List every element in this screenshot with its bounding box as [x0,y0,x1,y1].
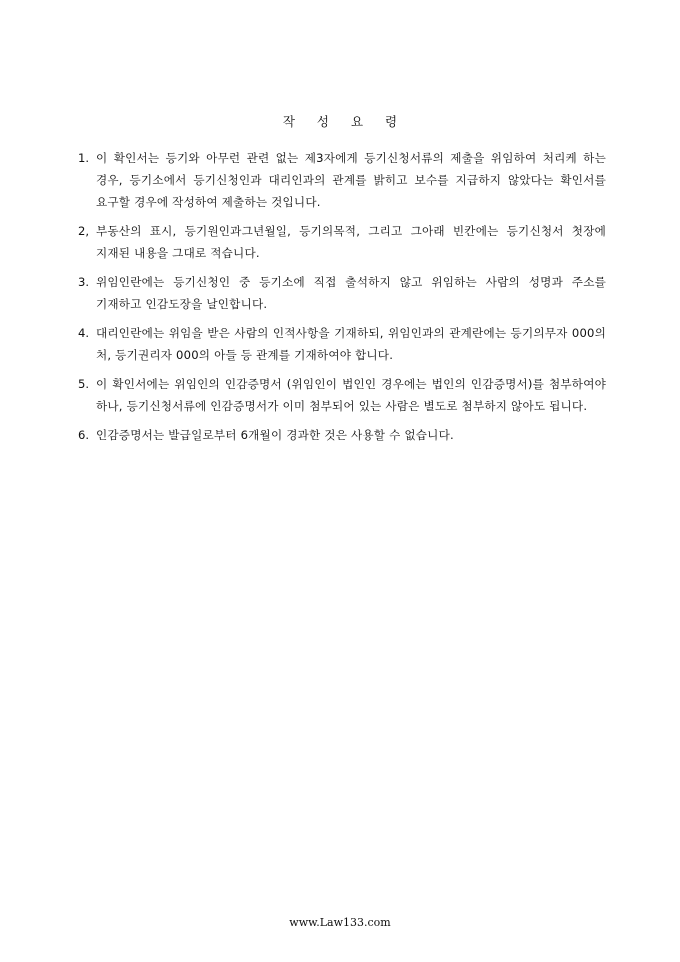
item-text: 이 확인서는 등기와 아무런 관련 없는 제3자에게 등기신청서류의 제출을 위임하여 처리케 하는 경우, 등기소에서 등기신청인과 대리인과의 관계를 밝히고 보수를 지급하지 않았다는 확인서를 요구할 경우에 작성하여 제출하는 것입니다. [96,151,606,209]
instruction-list [78,147,606,453]
item-text: 대리인란에는 위임을 받은 사람의 인적사항을 기재하되, 위임인과의 관계란에는 등기의무자 000의 처, 등기권리자 000의 아들 등 관계를 기재하여야 합니다. [96,326,606,362]
item-number: 2, [78,224,90,238]
item-text: 위임인란에는 등기신청인 중 등기소에 직접 출석하지 않고 위임하는 사람의 성명과 주소를 기재하고 인감도장을 날인합니다. [96,275,606,311]
list-item [78,322,606,366]
item-number: 4. [78,326,90,340]
footer-website-link[interactable]: www.Law133.com [289,916,391,929]
item-number: 6. [78,428,90,442]
item-text: 이 확인서에는 위임인의 인감증명서 (위임인이 법인인 경우에는 법인의 인감증명서)를 첨부하여야 하나, 등기신청서류에 인감증명서가 이미 첨부되어 있는 사람은 별도로 첨부하지 않아도 됩니다. [96,377,606,413]
document-title: 작 성 요 령 [282,114,407,129]
item-number: 1. [78,151,90,165]
item-text: 인감증명서는 발급일로부터 6개월이 경과한 것은 사용할 수 없습니다. [96,428,454,442]
list-item [78,147,606,213]
list-item [78,373,606,417]
item-number: 5. [78,377,90,391]
item-text: 부동산의 표시, 등기원인과그년월일, 등기의목적, 그리고 그아래 빈칸에는 등기신청서 첫장에 지재된 내용을 그대로 적습니다. [96,224,606,260]
list-item [78,424,606,446]
list-item [78,220,606,264]
item-number: 3. [78,275,90,289]
list-item [78,271,606,315]
